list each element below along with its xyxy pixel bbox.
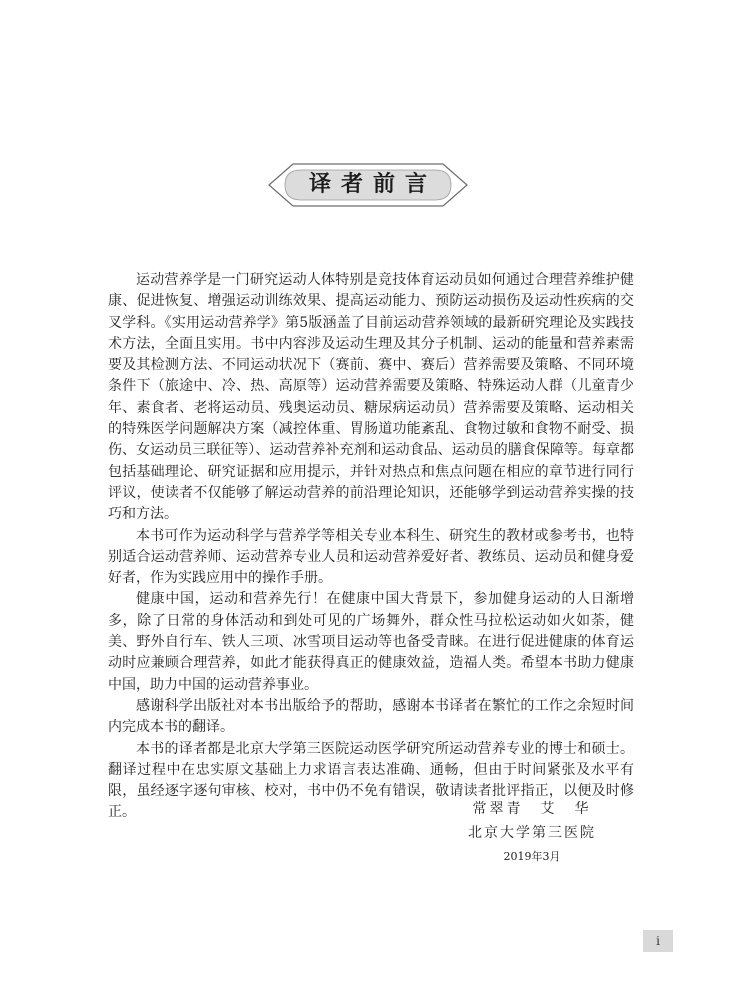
page-title: 译者前言: [308, 172, 437, 197]
paragraph-translators: 本书的译者都是北京大学第三医院运动医学研究所运动营养专业的博士和硕士。翻译过程中在忠实原文基础上力求语言表达准确、通畅，但由于时间紧张及水平有限，虽经逐字逐句审核、校对，书中仍不免有错误，敬请读者批评指正，以便及时修正。: [108, 740, 634, 821]
paragraph-healthy-china: 健康中国，运动和营养先行！在健康中国大背景下，参加健身运动的人日渐增多，除了日常的身体活动和到处可见的广场舞外，群众性马拉松运动如火如荼，健美、野外自行车、铁人三项、冰雪项目运动等也备受青睐。在进行促进健康的体育运动时应兼顾合理营养，如此才能获得真正的健康效益，造福人类。希望本书助力健康中国，助力中国的运动营养事业。: [108, 591, 634, 693]
translator-names: 常翠青 艾 华: [472, 801, 592, 817]
title-banner: [263, 160, 473, 210]
preface-date: 2019年3月: [503, 850, 561, 863]
paragraph-audience: 本书可作为运动科学与营养学等相关专业本科生、研究生的教材或参考书，也特别适合运动营养师、运动营养专业人员和运动营养爱好者、教练员、运动员和健身爱好者，作为实践应用中的操作手册。: [108, 527, 634, 587]
translator-organization: 北京大学第三医院: [468, 825, 596, 841]
page-number: i: [643, 930, 673, 952]
preface-body: [108, 270, 634, 824]
paragraph-acknowledgement: 感谢科学出版社对本书出版给予的帮助，感谢本书译者在繁忙的工作之余短时间内完成本书的翻译。: [108, 697, 634, 736]
paragraph-intro: 运动营养学是一门研究运动人体特别是竞技体育运动员如何通过合理营养维护健康、促进恢复、增强运动训练效果、提高运动能力、预防运动损伤及运动性疾病的交叉学科。《实用运动营养学》第5版涵盖了目前运动营养领域的最新研究理论及实践技术方法，全面且实用。书中内容涉及运动生理及其分子机制、运动的能量和营养素需要及其检测方法、不同运动状况下（赛前、赛中、赛后）营养需要及策略、不同环境条件下（旅途中、冷、热、高原等）运动营养需要及策略、特殊运动人群（儿童青少年、素食者、老将运动员、残奥运动员、糖尿病运动员）营养需要及策略、运动相关的特殊医学问题解决方案（减控体重、胃肠道功能紊乱、食物过敏和食物不耐受、损伤、女运动员三联征等）、运动营养补充剂和运动食品、运动员的膳食保障等。每章都包括基础理论、研究证据和应用提示，并针对热点和焦点问题在相应的章节进行同行评议，使读者不仅能够了解运动营养的前沿理论知识，还能够学到运动营养实操的技巧和方法。: [108, 272, 634, 523]
